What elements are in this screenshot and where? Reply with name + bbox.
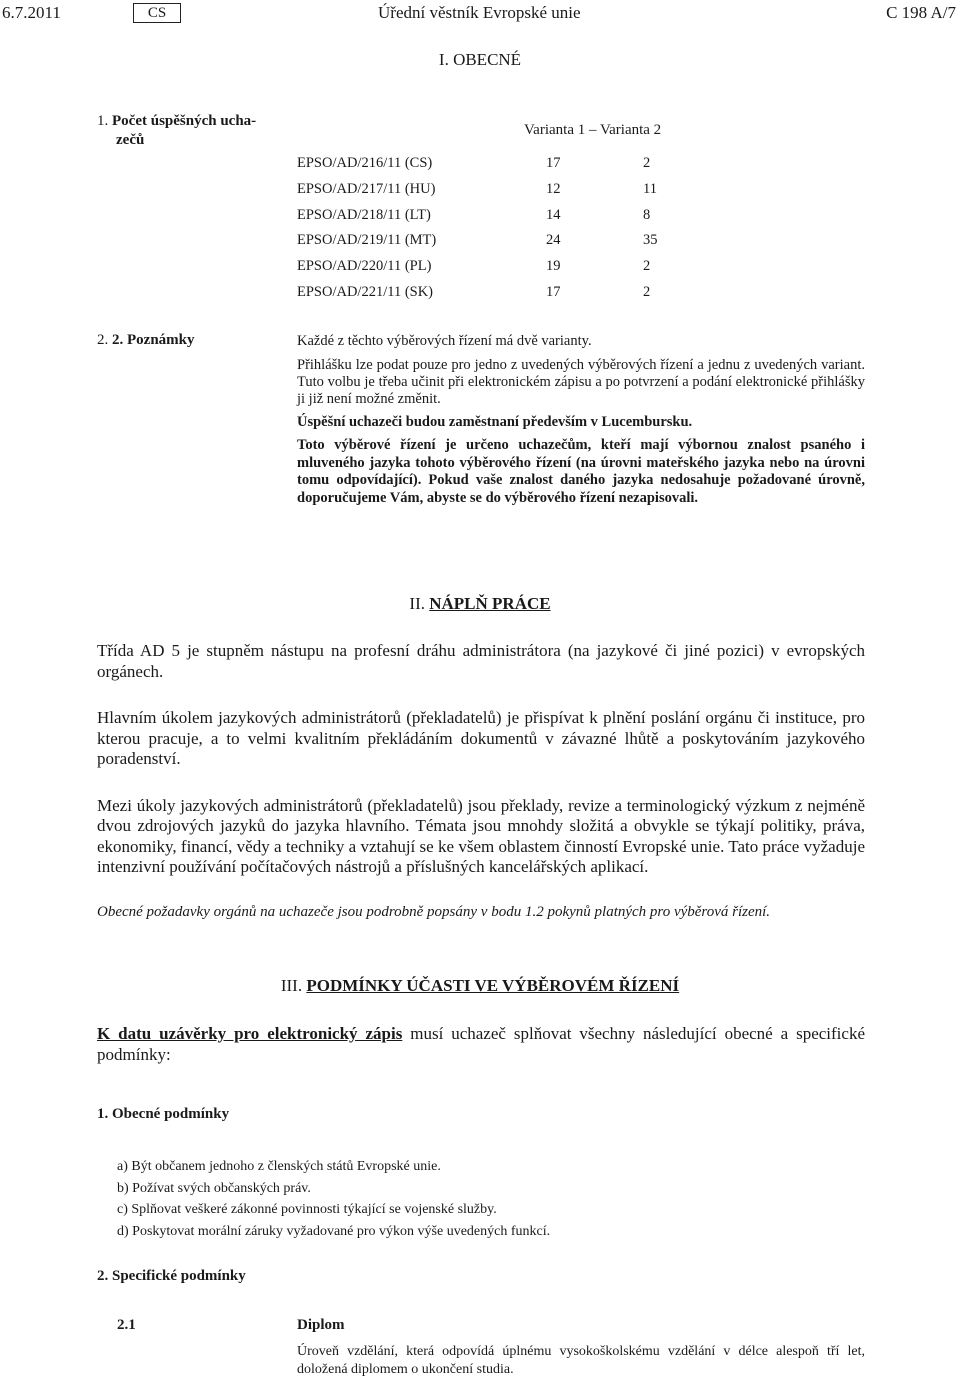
journal-title: Úřední věstník Evropské unie — [378, 3, 581, 22]
table-variant-2-cell: 8 — [643, 207, 651, 223]
item-1-label-b: zečů — [116, 132, 145, 148]
general-item-b: b) Požívat svých občanských práv. — [117, 1180, 311, 1196]
table-code-cell: EPSO/AD/218/11 (LT) — [297, 207, 431, 223]
spec-text: Úroveň vzdělání, která odpovídá úplnému vysokoškolskému vzdělání v délce alespoň tří let, doložená diplomem o ukončení studia. — [297, 1344, 865, 1377]
table-code-cell: EPSO/AD/216/11 (CS) — [297, 155, 433, 171]
general-conditions-title: 1. Obecné podmínky — [97, 1106, 230, 1122]
spec-heading: Diplom — [297, 1317, 345, 1333]
table-variant-2-cell: 11 — [643, 181, 657, 197]
general-item-a: a) Být občanem jednoho z členských států Evropské unie. — [117, 1159, 441, 1174]
table-variant-1-cell: 17 — [546, 155, 561, 171]
table-variant-1-cell: 24 — [546, 232, 561, 248]
table-code-cell: EPSO/AD/219/11 (MT) — [297, 232, 437, 248]
general-conditions-list — [117, 1156, 550, 1242]
table-header: Varianta 1 – Varianta 2 — [524, 122, 662, 138]
paragraph-2: Hlavním úkolem jazykových administrátorů (překladatelů) je přispívat k plnění poslání orgánu či instituce, pro kterou pracuje, a to velmi kvalitním překládáním dokumentů v závazné lhůtě a poskytováním jazykového poradenství. — [97, 708, 865, 768]
paragraph-4: Obecné požadavky orgánů na uchazeče jsou podrobně popsány v bodu 1.2 pokynů platných pro výběrová řízení. — [97, 903, 771, 920]
page-reference: C 198 A/7 — [886, 3, 956, 22]
section-3-heading: PODMÍNKY ÚČASTI VE VÝBĚROVÉM ŘÍZENÍ — [306, 976, 680, 995]
notes-block — [297, 333, 865, 507]
table-variant-1-cell: 14 — [546, 207, 561, 223]
general-item-d: d) Poskytovat morální záruky vyžadované pro výkon výše uvedených funkcí. — [117, 1223, 551, 1239]
deadline-phrase: K datu uzávěrky pro elektronický zápis — [97, 1024, 403, 1043]
section-1-title: I. OBECNÉ — [438, 50, 522, 69]
table-variant-2-cell: 35 — [643, 232, 658, 248]
table-variant-1-cell: 12 — [546, 181, 561, 197]
note-1: Každé z těchto výběrových řízení má dvě varianty. — [297, 333, 592, 349]
table-variant-2-cell: 2 — [643, 155, 651, 171]
paragraph-1: Třída AD 5 je stupněm nástupu na profesní dráhu administrátora (na jazykové či jiné pozici) v evropských orgánech. — [97, 641, 865, 681]
note-4: Toto výběrové řízení je určeno uchazečům, kteří mají výbornou znalost psaného i mluveného jazyka tohoto výběrového řízení (na úrovni mateřského jazyka nebo na úrovni tomu odpovídající). Pokud vaše znalost daného jazyka nedosahuje požadované úrovně, doporučujeme Vám, abyste se do výběrového řízení nezapisovali. — [297, 437, 865, 506]
item-2-label-text: 2. Poznámky — [112, 332, 195, 348]
general-item-c: c) Splňovat veškeré zákonné povinnosti týkající se vojenské služby. — [117, 1202, 497, 1217]
table-variant-2-cell: 2 — [643, 258, 651, 274]
item-2-label: 2. 2. Poznámky — [97, 332, 195, 348]
language-badge: CS — [133, 3, 181, 23]
section-2-heading: NÁPLŇ PRÁCE — [429, 594, 551, 613]
section-3-number: III. — [280, 976, 303, 995]
item-1-label-a: 1. Počet úspěšných ucha- — [97, 113, 257, 129]
table-code-cell: EPSO/AD/221/11 (SK) — [297, 284, 434, 300]
section-2-title — [0, 594, 960, 614]
table-variant-1-cell: 17 — [546, 284, 561, 300]
table-variant-2-cell: 2 — [643, 284, 651, 300]
section-3-intro — [97, 1024, 865, 1065]
spec-number: 2.1 — [117, 1317, 136, 1333]
table-code-cell: EPSO/AD/217/11 (HU) — [297, 181, 436, 197]
note-3: Úspěšní uchazeči budou zaměstnaní především v Lucembursku. — [297, 414, 693, 430]
paragraph-3: Mezi úkoly jazykových administrátorů (překladatelů) jsou překlady, revize a terminologický výzkum z nejméně dvou zdrojových jazyků do jazyka hlavního. Témata jsou mnohdy složitá a obvykle se týkají politiky, práva, ekonomiky, financí, vědy a techniky a vztahují se ke všem oblastem činností Evropské unie. Tato práce vyžaduje intenzivní používání počítačových nástrojů a příslušných kancelářských aplikací. — [97, 795, 865, 876]
table-variant-1-cell: 19 — [546, 258, 561, 274]
section-3-title — [0, 976, 960, 996]
item-1-label — [97, 112, 256, 150]
specific-conditions-title: 2. Specifické podmínky — [97, 1268, 246, 1284]
note-2: Přihlášku lze podat pouze pro jedno z uvedených výběrových řízení a jednu z uvedených variant. Tuto volbu je třeba učinit při elektronickém zápisu a po potvrzení a podání elektronické přihlášky ji již není možné změnit. — [297, 357, 865, 407]
section-2-number: II. — [409, 594, 425, 613]
intro-rest: musí uchazeč splňovat všechny následující obecné a specifické podmínky: — [97, 1024, 865, 1064]
section-2-body — [97, 641, 865, 921]
table-code-cell: EPSO/AD/220/11 (PL) — [297, 258, 432, 274]
header-date: 6.7.2011 — [2, 3, 61, 22]
